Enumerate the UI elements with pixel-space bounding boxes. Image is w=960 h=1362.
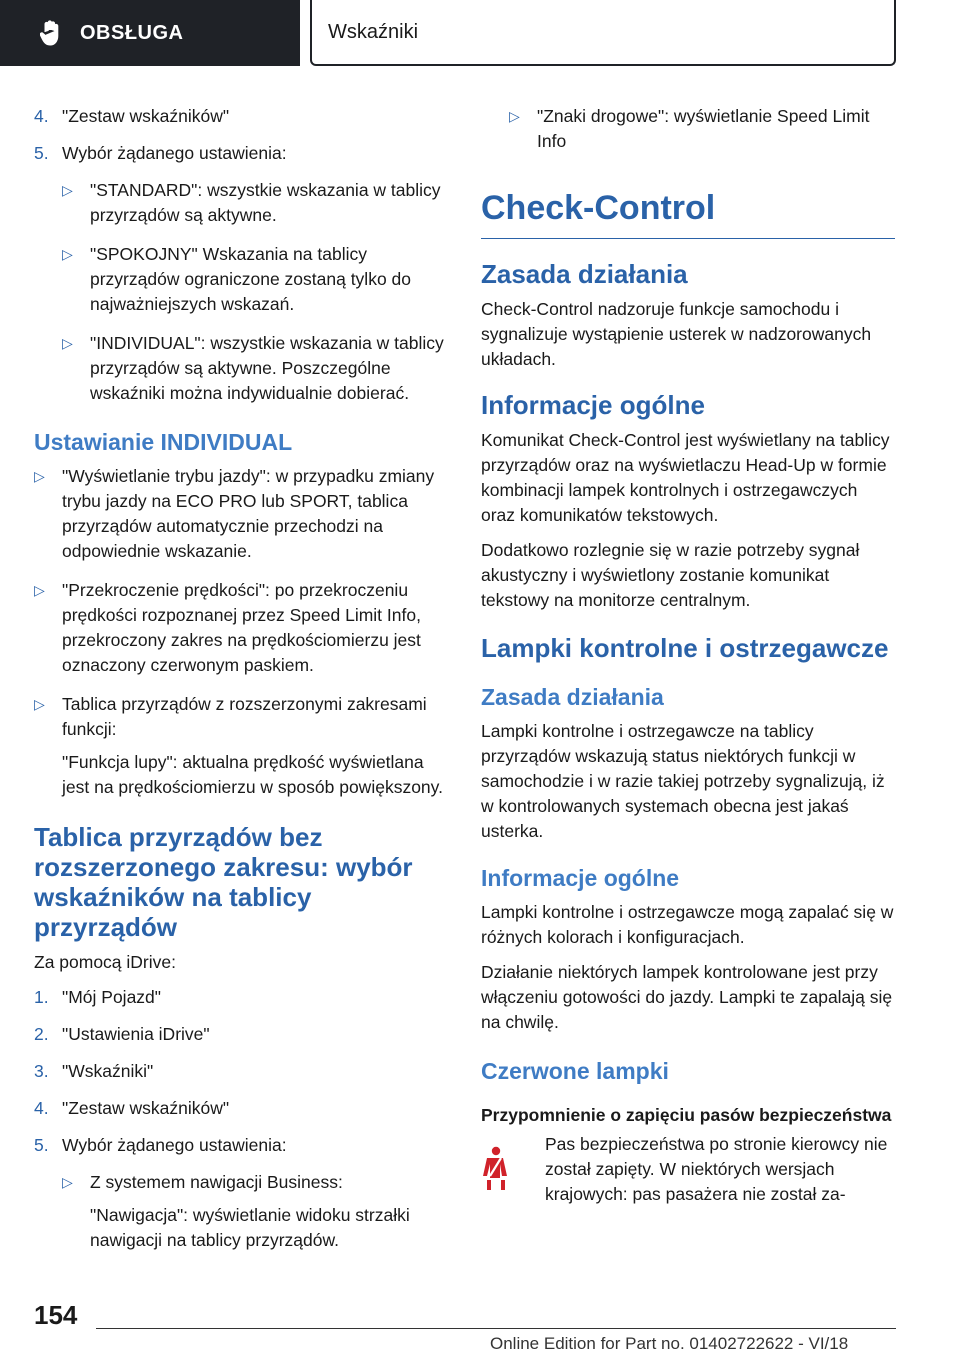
chapter-tab (310, 0, 896, 66)
triangle-bullet-icon: ▷ (34, 696, 45, 712)
paragraph: Lampki kontrolne i ostrzegawcze mogą zapalać się w różnych kolorach i konfiguracjach. (481, 902, 894, 947)
item-number: 4. (34, 1098, 49, 1118)
list-item (34, 1096, 446, 1121)
item-number: 2. (34, 1024, 49, 1044)
paragraph: Check-Control nadzoruje funkcje samochodu i sygnalizuje wystąpienie usterek w nadzorowanych układach. (481, 299, 872, 369)
heading-informacje: Informacje ogólne (481, 390, 705, 420)
list-item (34, 141, 446, 166)
section-title: OBSŁUGA (80, 21, 184, 44)
triangle-bullet-icon: ▷ (62, 335, 73, 351)
option-item (509, 104, 895, 154)
heading-zasada: Zasada działania (481, 259, 688, 289)
option-item (34, 578, 446, 678)
option-text: Z systemem nawigacji Business: (90, 1172, 343, 1192)
paragraph: Działanie niektórych lampek kontrolowane jest przy włączeniu gotowości do jazdy. Lampki te zapalają się na chwilę. (481, 962, 893, 1032)
item-text: Wybór żądanego ustawienia: (62, 1135, 287, 1155)
item-text: "Ustawienia iDrive" (62, 1024, 210, 1044)
option-item (34, 692, 446, 742)
page-number: 154 (34, 1300, 78, 1330)
option-continuation: "Funkcja lupy": aktualna prędkość wyświetlana jest na prędkościomierzu w sposób powiększony. (62, 752, 443, 797)
option-text: "STANDARD": wszystkie wskazania w tablicy przyrządów są aktywne. (90, 180, 441, 225)
heading-zasada: Zasada działania (481, 684, 664, 710)
warning-row (481, 1132, 895, 1217)
edition-text: Online Edition for Part no. 01402722622 - VI/18 (490, 1334, 849, 1353)
paragraph: Pas bezpieczeństwa po stronie kierowcy nie został zapięty. W niektórych wersjach krajowych: pas pasażera nie został za- (545, 1134, 888, 1204)
list-item (34, 985, 446, 1010)
list-item (34, 1059, 446, 1084)
item-number: 1. (34, 987, 49, 1007)
heading-lampki: Lampki kontrolne i ostrzegawcze (481, 633, 889, 663)
section-tab (0, 0, 300, 66)
option-continuation: "Nawigacja": wyświetlanie widoku strzałki nawigacji na tablicy przyrządów. (90, 1205, 410, 1250)
paragraph: Dodatkowo rozlegnie się w razie potrzeby sygnał akustyczny i wyświetlony zostanie komunikat tekstowy na monitorze centralnym. (481, 540, 860, 610)
option-text: "Znaki drogowe": wyświetlanie Speed Limit Info (537, 106, 870, 151)
item-number: 5. (34, 143, 49, 163)
hand-icon (40, 20, 62, 46)
item-text: "Zestaw wskaźników" (62, 106, 230, 126)
item-number: 3. (34, 1061, 49, 1081)
paragraph: Komunikat Check-Control jest wyświetlany na tablicy przyrządów oraz na wyświetlaczu Head-Up w formie kombinacji lampek kontrolnych i ostrzegawczych oraz komunikatów tekstowych. (481, 430, 890, 525)
triangle-bullet-icon: ▷ (62, 246, 73, 262)
list-item (34, 104, 446, 129)
triangle-bullet-icon: ▷ (34, 468, 45, 484)
option-text: Tablica przyrządów z rozszerzonymi zakresami funkcji: (62, 694, 427, 739)
item-text: Wybór żądanego ustawienia: (62, 143, 287, 163)
option-item (62, 1170, 446, 1195)
heading-check-control: Check-Control (481, 188, 895, 239)
item-number: 5. (34, 1135, 49, 1155)
list-item (34, 1133, 446, 1158)
item-text: "Wskaźniki" (62, 1061, 154, 1081)
option-item (62, 331, 446, 406)
triangle-bullet-icon: ▷ (34, 582, 45, 598)
footer-divider (96, 1328, 896, 1329)
list-item (34, 1022, 446, 1047)
intro-text: Za pomocą iDrive: (34, 952, 176, 972)
seatbelt-warning-icon (481, 1132, 545, 1217)
option-item (62, 242, 446, 317)
heading-czerwone: Czerwone lampki (481, 1058, 669, 1084)
option-text: "Wyświetlanie trybu jazdy": w przypadku zmiany trybu jazdy na ECO PRO lub SPORT, tablica przyrządów automatycznie przechodzi na odpowiednie wskazanie. (62, 466, 435, 561)
heading-informacje: Informacje ogólne (481, 865, 680, 891)
paragraph: Lampki kontrolne i ostrzegawcze na tablicy przyrządów wskazują status niektórych funkcji w samochodzie i w razie takiej potrzeby sygnalizują, iż w kontrolowanych systemach obecna jest jakaś usterka. (481, 721, 885, 841)
option-item (62, 178, 446, 228)
left-column (34, 104, 446, 1267)
option-text: "INDIVIDUAL": wszystkie wskazania w tablicy przyrządów są aktywne. Poszczególne wskaźniki można indywidualnie dobierać. (90, 333, 444, 403)
heading-individual: Ustawianie INDIVIDUAL (34, 429, 293, 455)
triangle-bullet-icon: ▷ (62, 1174, 73, 1190)
option-text: "Przekroczenie prędkości": po przekroczeniu prędkości rozpoznanej przez Speed Limit Info, przekroczony zakres na prędkościomierzu jest oznaczony czerwonym paskiem. (62, 580, 421, 675)
item-number: 4. (34, 106, 49, 126)
item-text: "Zestaw wskaźników" (62, 1098, 230, 1118)
option-text: "SPOKOJNY" Wskazania na tablicy przyrządów ograniczone zostaną tylko do najważniejszych wskazań. (90, 244, 412, 314)
option-item (34, 464, 446, 564)
right-column (481, 104, 895, 1217)
triangle-bullet-icon: ▷ (62, 182, 73, 198)
chapter-title: Wskaźniki (328, 20, 419, 43)
triangle-bullet-icon: ▷ (509, 108, 520, 124)
heading-pasy: Przypomnienie o zapięciu pasów bezpieczeństwa (481, 1105, 892, 1125)
heading-tablica: Tablica przyrządów bez rozszerzonego zakresu: wybór wskaźników na tablicy przyrządów (34, 822, 413, 942)
item-text: "Mój Pojazd" (62, 987, 161, 1007)
